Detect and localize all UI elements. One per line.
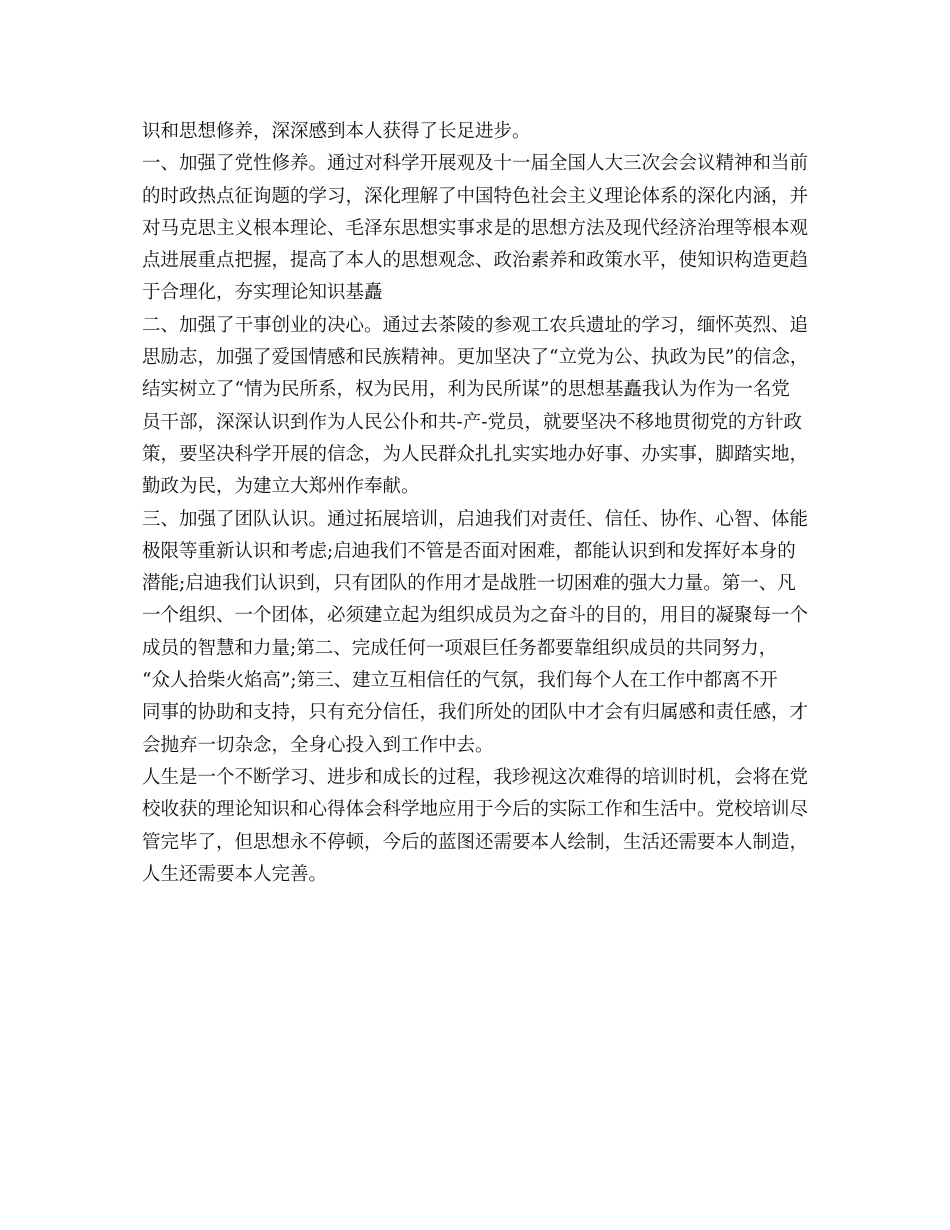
- text-line: 点进展重点把握，提高了本人的思想观念、政治素养和政策水平，使知识构造更趋: [142, 250, 809, 272]
- text-line: 策，要坚决科学开展的信念，为人民群众扎扎实实地办好事、办实事，脚踏实地，: [142, 443, 809, 465]
- text-line: 于合理化，夯实理论知识基矗: [142, 282, 383, 304]
- text-line: “众人拾柴火焰高”;第三、建立互相信任的气氛，我们每个人在工作中都离不开: [142, 670, 778, 692]
- text-line: 一个组织、一个团体，必须建立起为组织成员为之奋斗的目的，用目的凝聚每一个: [142, 605, 809, 627]
- text-line: 管完毕了，但思想永不停顿，今后的蓝图还需要本人绘制，生活还需要本人制造，: [142, 831, 809, 853]
- text-line: 识和思想修养，深深感到本人获得了长足进步。: [142, 121, 531, 142]
- text-line: 员干部，深深认识到作为人民公仆和共-产-党员，就要坚决不移地贯彻党的方针政: [142, 411, 803, 433]
- text-line: 人生还需要本人完善。: [142, 863, 328, 885]
- text-line: 同事的协助和支持，只有充分信任，我们所处的团队中才会有归属感和责任感，才: [142, 702, 809, 724]
- text-line: 对马克思主义根本理论、毛泽东思想实事求是的思想方法及现代经济治理等根本观: [142, 217, 809, 239]
- text-line: 的时政热点征询题的学习，深化理解了中国特色社会主义理论体系的深化内涵，并: [142, 185, 809, 207]
- text-line: 会抛弃一切杂念，全身心投入到工作中去。: [142, 734, 494, 756]
- text-line: 一、加强了党性修养。通过对科学开展观及十一届全国人大三次会会议精神和当前: [142, 153, 809, 175]
- text-line: 潜能;启迪我们认识到，只有团队的作用才是战胜一切困难的强大力量。第一、凡: [142, 573, 796, 595]
- document-body: [142, 116, 822, 891]
- text-line: 成员的智慧和力量;第二、完成任何一项艰巨任务都要靠组织成员的共同努力，: [142, 637, 778, 659]
- text-line: 极限等重新认识和考虑;启迪我们不管是否面对困难，都能认识到和发挥好本身的: [142, 540, 796, 562]
- text-line: 思励志，加强了爱国情感和民族精神。更加坚决了“立党为公、执政为民”的信念，: [142, 347, 809, 369]
- text-line: 结实树立了“情为民所系，权为民用，利为民所谋”的思想基矗我认为作为一名党: [142, 379, 790, 401]
- text-line: 三、加强了团队认识。通过拓展培训，启迪我们对责任、信任、协作、心智、体能: [142, 508, 809, 530]
- text-line: 人生是一个不断学习、进步和成长的过程，我珍视这次难得的培训时机，会将在党: [142, 766, 809, 788]
- text-line: 二、加强了干事创业的决心。通过去茶陵的参观工农兵遗址的学习，缅怀英烈、追: [142, 314, 809, 336]
- text-line: 校收获的理论知识和心得体会科学地应用于今后的实际工作和生活中。党校培训尽: [142, 799, 809, 821]
- text-line: 勤政为民，为建立大郑州作奉献。: [142, 476, 420, 498]
